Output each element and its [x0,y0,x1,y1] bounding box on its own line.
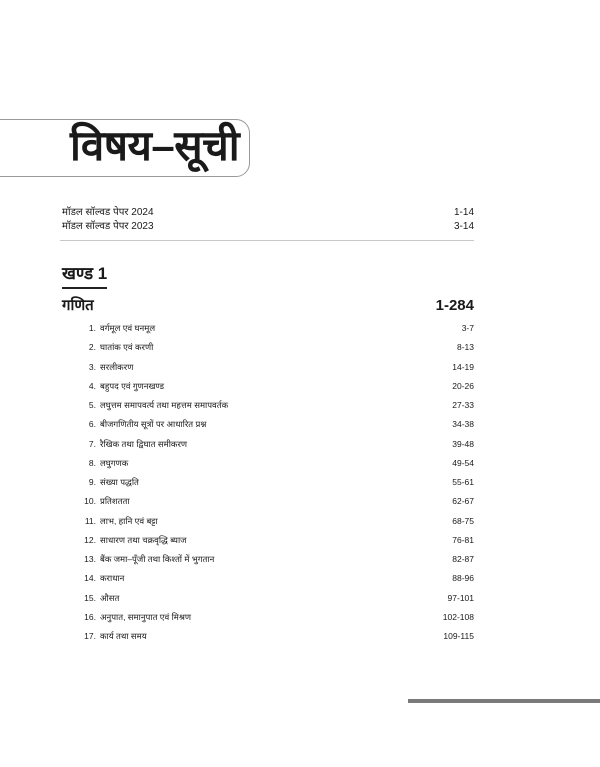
toc-chapter-entry[interactable] [80,495,474,507]
toc-chapter-entry[interactable] [80,399,474,411]
chapter-pages: 82-87 [452,554,474,564]
chapter-title: लघुगणक [100,457,129,468]
chapter-title: बैंक जमा–पूँजी तथा किश्तों में भुगतान [100,554,215,564]
subject-label: गणित [62,297,94,314]
chapter-pages: 3-7 [461,323,474,333]
chapter-pages: 109-115 [443,631,474,641]
chapter-number: 17. [84,631,96,641]
chapter-number: 9. [88,477,96,487]
chapter-pages: 39-48 [452,438,474,449]
chapter-title: वर्गमूल एवं घनमूल [100,323,156,333]
chapter-pages: 68-75 [452,515,474,526]
footer-bar [408,699,600,703]
chapter-title: अनुपात, समानुपात एवं मिश्रण [100,611,192,622]
toc-chapter-entry[interactable] [80,438,474,450]
toc-chapter-entry[interactable] [80,341,474,353]
chapter-pages: 14-19 [452,361,474,372]
chapter-title: संख्या पद्धति [100,477,139,487]
chapter-title: प्रतिशतता [100,496,130,507]
toc-chapter-entry[interactable] [80,553,474,565]
chapter-number: 3. [88,361,96,372]
chapter-number: 16. [84,611,96,622]
entry-pages: 1-14 [453,207,474,218]
chapter-pages: 27-33 [452,400,474,410]
chapter-pages: 76-81 [452,534,474,545]
chapter-number: 2. [88,342,96,353]
chapter-number: 1. [88,323,96,333]
chapter-title: कार्य तथा समय [100,631,147,641]
toc-chapter-entry[interactable] [80,515,474,527]
chapter-number: 8. [88,457,96,468]
chapter-number: 10. [84,496,96,507]
chapter-number: 14. [84,573,96,584]
subject-pages: 1-284 [435,297,474,314]
divider [60,240,474,241]
entry-label: मॉडल सॉल्वड पेपर 2023 [62,221,154,232]
chapter-pages: 97-101 [447,592,474,603]
toc-chapter-entry[interactable] [80,611,474,623]
chapter-number: 4. [88,380,96,391]
toc-chapter-entry[interactable] [80,361,474,373]
chapter-number: 13. [84,554,96,564]
toc-chapter-entry[interactable] [80,380,474,392]
section-heading: खण्ड 1 [62,263,107,289]
toc-chapter-entry[interactable] [80,572,474,584]
toc-chapter-entry[interactable] [80,630,474,642]
toc-chapter-entry[interactable] [80,322,474,334]
chapter-number: 11. [84,515,96,526]
chapter-title: सरलीकरण [100,361,134,372]
chapter-title: साधारण तथा चक्रवृद्धि ब्याज [100,534,187,545]
chapter-title: रैखिक तथा द्विघात समीकरण [100,438,188,449]
toc-entry-model-paper[interactable] [62,206,474,219]
chapter-title: बीजगणितीय सूत्रों पर आधारित प्रश्न [100,419,207,430]
chapter-title: बहुपद एवं गुणनखण्ड [100,380,165,391]
chapter-pages: 55-61 [452,477,474,487]
toc-chapter-entry[interactable] [80,418,474,430]
chapter-number: 5. [88,400,96,410]
chapter-number: 7. [88,438,96,449]
chapter-title: औसत [100,592,120,603]
subject-heading[interactable] [62,296,474,316]
chapter-number: 12. [84,534,96,545]
entry-label: मॉडल सॉल्वड पेपर 2024 [62,207,154,218]
toc-chapter-entry[interactable] [80,457,474,469]
chapter-pages: 102-108 [442,611,474,622]
chapter-pages: 88-96 [452,573,474,584]
toc-chapter-entry[interactable] [80,476,474,488]
entry-pages: 3-14 [453,221,474,232]
toc-entry-model-paper[interactable] [62,220,474,233]
chapter-number: 6. [88,419,96,430]
chapter-number: 15. [84,592,96,603]
chapter-title: कराधान [100,573,125,584]
chapter-title: लाभ, हानि एवं बट्टा [100,515,158,526]
chapter-title: लघुत्तम समापवर्त्य तथा महत्तम समापवर्तक [100,400,229,410]
chapter-pages: 34-38 [452,419,474,430]
chapter-title: घातांक एवं करणी [100,342,154,353]
chapter-pages: 49-54 [452,457,474,468]
toc-chapter-entry[interactable] [80,534,474,546]
page-title: विषय–सूची [70,122,240,169]
chapter-pages: 62-67 [452,496,474,507]
chapter-pages: 8-13 [456,342,474,353]
chapter-pages: 20-26 [452,380,474,391]
toc-chapter-entry[interactable] [80,592,474,604]
